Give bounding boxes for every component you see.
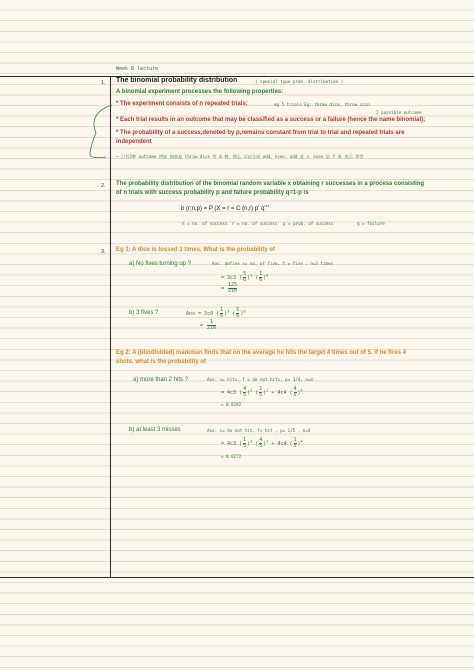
intro-text: A binomial experiment processes the following properties:: [116, 89, 284, 95]
footer-rule: [0, 577, 474, 578]
handdrawn-brace: [82, 103, 118, 161]
section-number-2: 2.: [101, 183, 106, 189]
formula-main: b (r;n,p) = P (X = r = C (n,r) p: [181, 206, 259, 212]
section-number-1: 1.: [101, 80, 106, 86]
frac-four-fifths-2: $\frac{4}{5}$: [293, 386, 297, 398]
frac-one-fifth-b: $\frac{1}{5}$: [243, 437, 247, 449]
eg2-b-result: = 0.0272: [221, 454, 242, 459]
eg1-a-step2-text: = 3c3: [221, 275, 237, 281]
eg2-a-step2: = 4c3 ( $\frac{4}{5}$ )$^3$ ( $\frac{1}{5}$ )$^1$ + 4c4 ( $\frac{4}{5}$ )$^4$: [221, 386, 303, 398]
example-2-question-2: shots, what is the probability of: [116, 359, 207, 365]
frac-one-fifth-c: $\frac{1}{5}$: [293, 437, 297, 449]
example-1-question: Eg 1: A dice is tossed 3 times. What is the probability of: [116, 247, 275, 253]
bullet1-note: eg 5 trials Eg: throw dice, throw coin: [274, 102, 370, 107]
title-note: ( special type prob. distribution ): [255, 79, 344, 84]
formula-legend-r: r = no. of success: [232, 221, 278, 226]
frac-one-sixth-b: $\frac{1}{6}$: [220, 307, 224, 319]
eg2-a-plus: + 4c4: [271, 390, 287, 396]
frac-four-fifths: $\frac{4}{5}$: [243, 386, 247, 398]
week-label: Week 8 lecture: [116, 66, 159, 72]
bullet-success-failure: * Each trial results in an outcome that may be classified as a success or a failure (hence the name binomial);: [116, 117, 426, 123]
eg2-b-step2: = 4c3 ( $\frac{1}{5}$ )$^3$ ( $\frac{4}{5}$ )$^1$ + 4c4 ( $\frac{1}{5}$ )$^4$: [221, 437, 303, 449]
bullet-repeated-trials: * The experiment consists of n repeated trials;: [116, 101, 248, 107]
bullet-constant-prob: * The probability of a success,denoted by p,remains constant from trial to trial and repeated trials are: [116, 130, 405, 136]
frac-one-sixth: $\frac{1}{6}$: [259, 271, 263, 283]
eg1-b-answer-text: Ans = 3c0: [186, 311, 214, 317]
eg2-b-step2-text: = 4c3: [221, 441, 237, 447]
eg1-part-b: b) 3 fives ?: [129, 310, 159, 316]
eg1-b-answer: Ans = 3c0 ( $\frac{1}{6}$ )$^3$ ( $\frac{5}{6}$ )$^0$: [186, 307, 246, 319]
frac-five-sixths-b: $\frac{5}{6}$: [236, 307, 240, 319]
distribution-text-2: of n trials with success probability p and failure probability q=1-p is: [116, 190, 309, 196]
frac-1-216: $\frac{1}{216}$: [207, 319, 217, 331]
formula-exp-r: r: [258, 203, 260, 208]
frac-five-sixths: $\frac{5}{6}$: [243, 271, 247, 283]
eg1-a-result: = $\frac{125}{216}$: [221, 282, 238, 294]
eg1-part-a-answer: Ans: define s= no. of five, f = five , n=3 times: [212, 261, 334, 266]
binomial-formula: [181, 203, 269, 212]
section-title-binomial: The binomial probability distribution: [116, 77, 238, 84]
eg2-a-result: = 0.8192: [221, 402, 242, 407]
eg2-b-plus: + 4c4: [271, 441, 287, 447]
example-2-question-1: Eg 2: A (blindfolded) markman finds that on the average he hits the target 4 times out of 5. If he fires 4: [116, 350, 406, 356]
eg1-b-result: = $\frac{1}{216}$: [200, 319, 217, 331]
eg2-part-b: b) at least 3 misses: [129, 427, 181, 433]
formula-legend-n: n = no. of success: [182, 221, 228, 226]
bullet-independent: independent: [116, 139, 152, 145]
frac-125-216: $\frac{125}{216}$: [228, 282, 238, 294]
formula-legend-p: p = prob. of success: [283, 221, 334, 226]
distribution-text-1: The probability distribution of the binomial random variable x obtaining r successes in a process consisting: [116, 181, 425, 187]
eg2-part-a: a) more than 2 hits ?: [133, 377, 189, 383]
frac-one-fifth: $\frac{1}{5}$: [259, 386, 263, 398]
section-number-3: 3.: [101, 249, 106, 255]
eg1-a-step2: = 3c3 ( $\frac{5}{6}$ )$^3$ ( $\frac{1}{6}$ )$^0$: [221, 271, 269, 283]
side-note-outcomes: 2 possible outcome: [376, 110, 422, 115]
handwritten-note-outcome: → 只有2种 outcome 例如 如果是 throw dice 有 6 种，那么 可以分成 odd，even. odd 是 s，even 是 f 成 表示 等等: [116, 154, 364, 159]
frac-four-fifths-b: $\frac{4}{5}$: [259, 437, 263, 449]
eg2-part-b-answer: Ans: s= do not hit, f= hit , p= 1/5 , n=4: [207, 428, 311, 433]
eg1-part-a: a) No fives turning up ?: [129, 261, 192, 267]
eg2-part-a-answer: Ans: s= hits, f = do not hits, p= 3/4, n=4: [207, 377, 313, 382]
formula-q: q: [261, 206, 265, 212]
eg2-a-step2-text: = 4c3: [221, 390, 237, 396]
formula-exp-nr: n-r: [264, 203, 270, 208]
formula-legend-q: q = failure: [357, 221, 385, 226]
